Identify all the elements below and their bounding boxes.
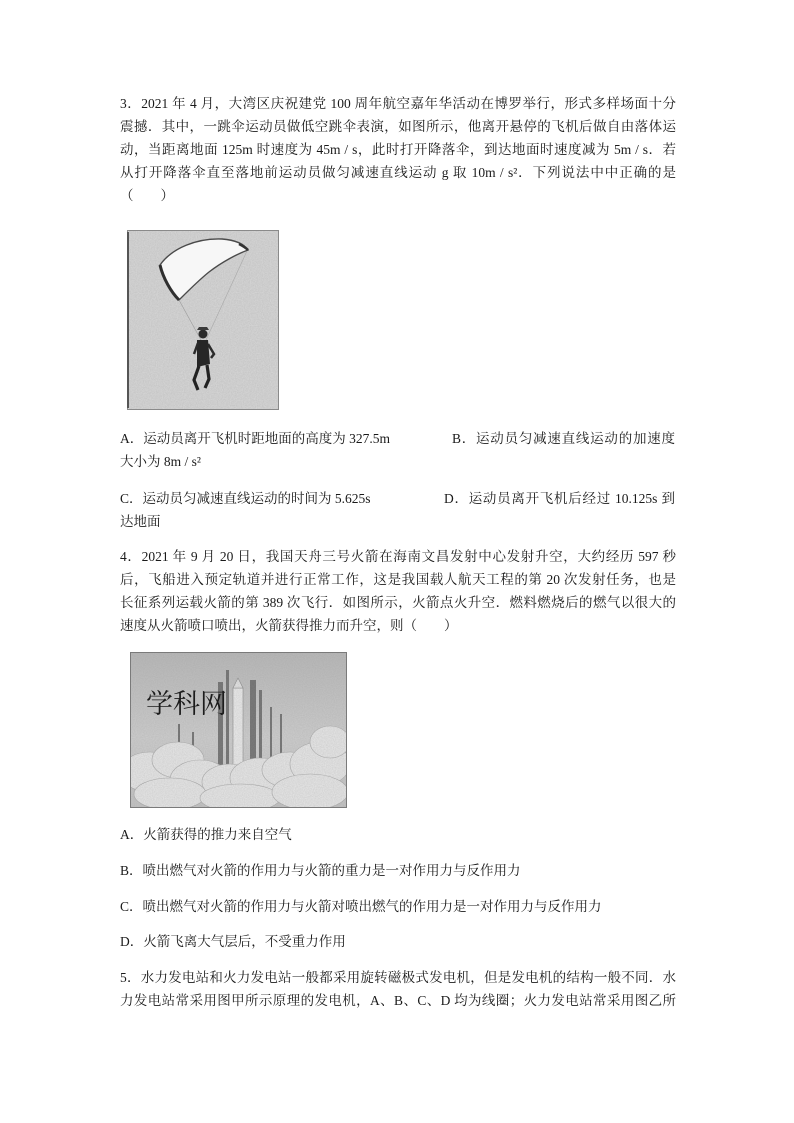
watermark-text: 学科网 [146, 689, 227, 720]
q3-option-c: C．运动员匀减速直线运动的时间为 5.625s [120, 491, 371, 506]
q4-option-d: D．火箭飞离大气层后，不受重力作用 [120, 934, 346, 949]
q4-stem-line: 速度从火箭喷口喷出，火箭获得推力而升空，则（ ） [120, 618, 458, 633]
q3-stem-line: 3．2021 年 4 月，大湾区庆祝建党 100 周年航空嘉年华活动在博罗举行，形式多样场面十分 [120, 96, 676, 111]
q3-option-a: A．运动员离开飞机时距地面的高度为 327.5m [120, 431, 390, 446]
q4-option-b: B．喷出燃气对火箭的作用力与火箭的重力是一对作用力与反作用力 [120, 863, 521, 878]
photo-grain [130, 652, 347, 808]
q3-option-d: D．运动员离开飞机后经过 10.125s 到 [444, 491, 675, 506]
q5-stem-line: 5．水力发电站和火力发电站一般都采用旋转磁极式发电机，但是发电机的结构一般不同．水 [120, 970, 676, 985]
q4-stem-line: 4．2021 年 9 月 20 日，我国天舟三号火箭在海南文昌发射中心发射升空，大约经历 597 秒 [120, 549, 676, 564]
q3-parachute-figure [127, 230, 279, 410]
q3-answer-bracket: （ ） [120, 188, 174, 203]
q5-stem-line: 力发电站常采用图甲所示原理的发电机，A、B、C、D 均为线圈；火力发电站常采用图乙所 [120, 993, 676, 1008]
q4-option-a: A．火箭获得的推力来自空气 [120, 827, 292, 842]
q3-option-b: B．运动员匀减速直线运动的加速度 [452, 431, 675, 446]
q3-stem-line: 动，当距离地面 125m 时速度为 45m / s，此时打开降落伞，到达地面时速度减为 5m / s．若 [120, 142, 676, 157]
q3-option-d-continued: 达地面 [120, 514, 161, 529]
q4-option-c: C．喷出燃气对火箭的作用力与火箭对喷出燃气的作用力是一对作用力与反作用力 [120, 899, 602, 914]
q3-stem-line: 从打开降落伞直至落地前运动员做匀减速直线运动 g 取 10m / s²．下列说法中中正确的是 [120, 165, 676, 180]
q3-option-b-continued: 大小为 8m / s² [120, 454, 201, 469]
q4-stem-line: 长征系列运载火箭的第 389 次飞行．如图所示，火箭点火升空．燃料燃烧后的燃气以很大的 [120, 595, 676, 610]
q3-stem-line: 震撼．其中，一跳伞运动员做低空跳伞表演，如图所示，他离开悬停的飞机后做自由落体运 [120, 119, 676, 134]
q4-stem-line: 后，飞船进入预定轨道并进行正常工作，这是我国载人航天工程的第 20 次发射任务，也是 [120, 572, 676, 587]
q4-rocket-figure [130, 652, 347, 808]
